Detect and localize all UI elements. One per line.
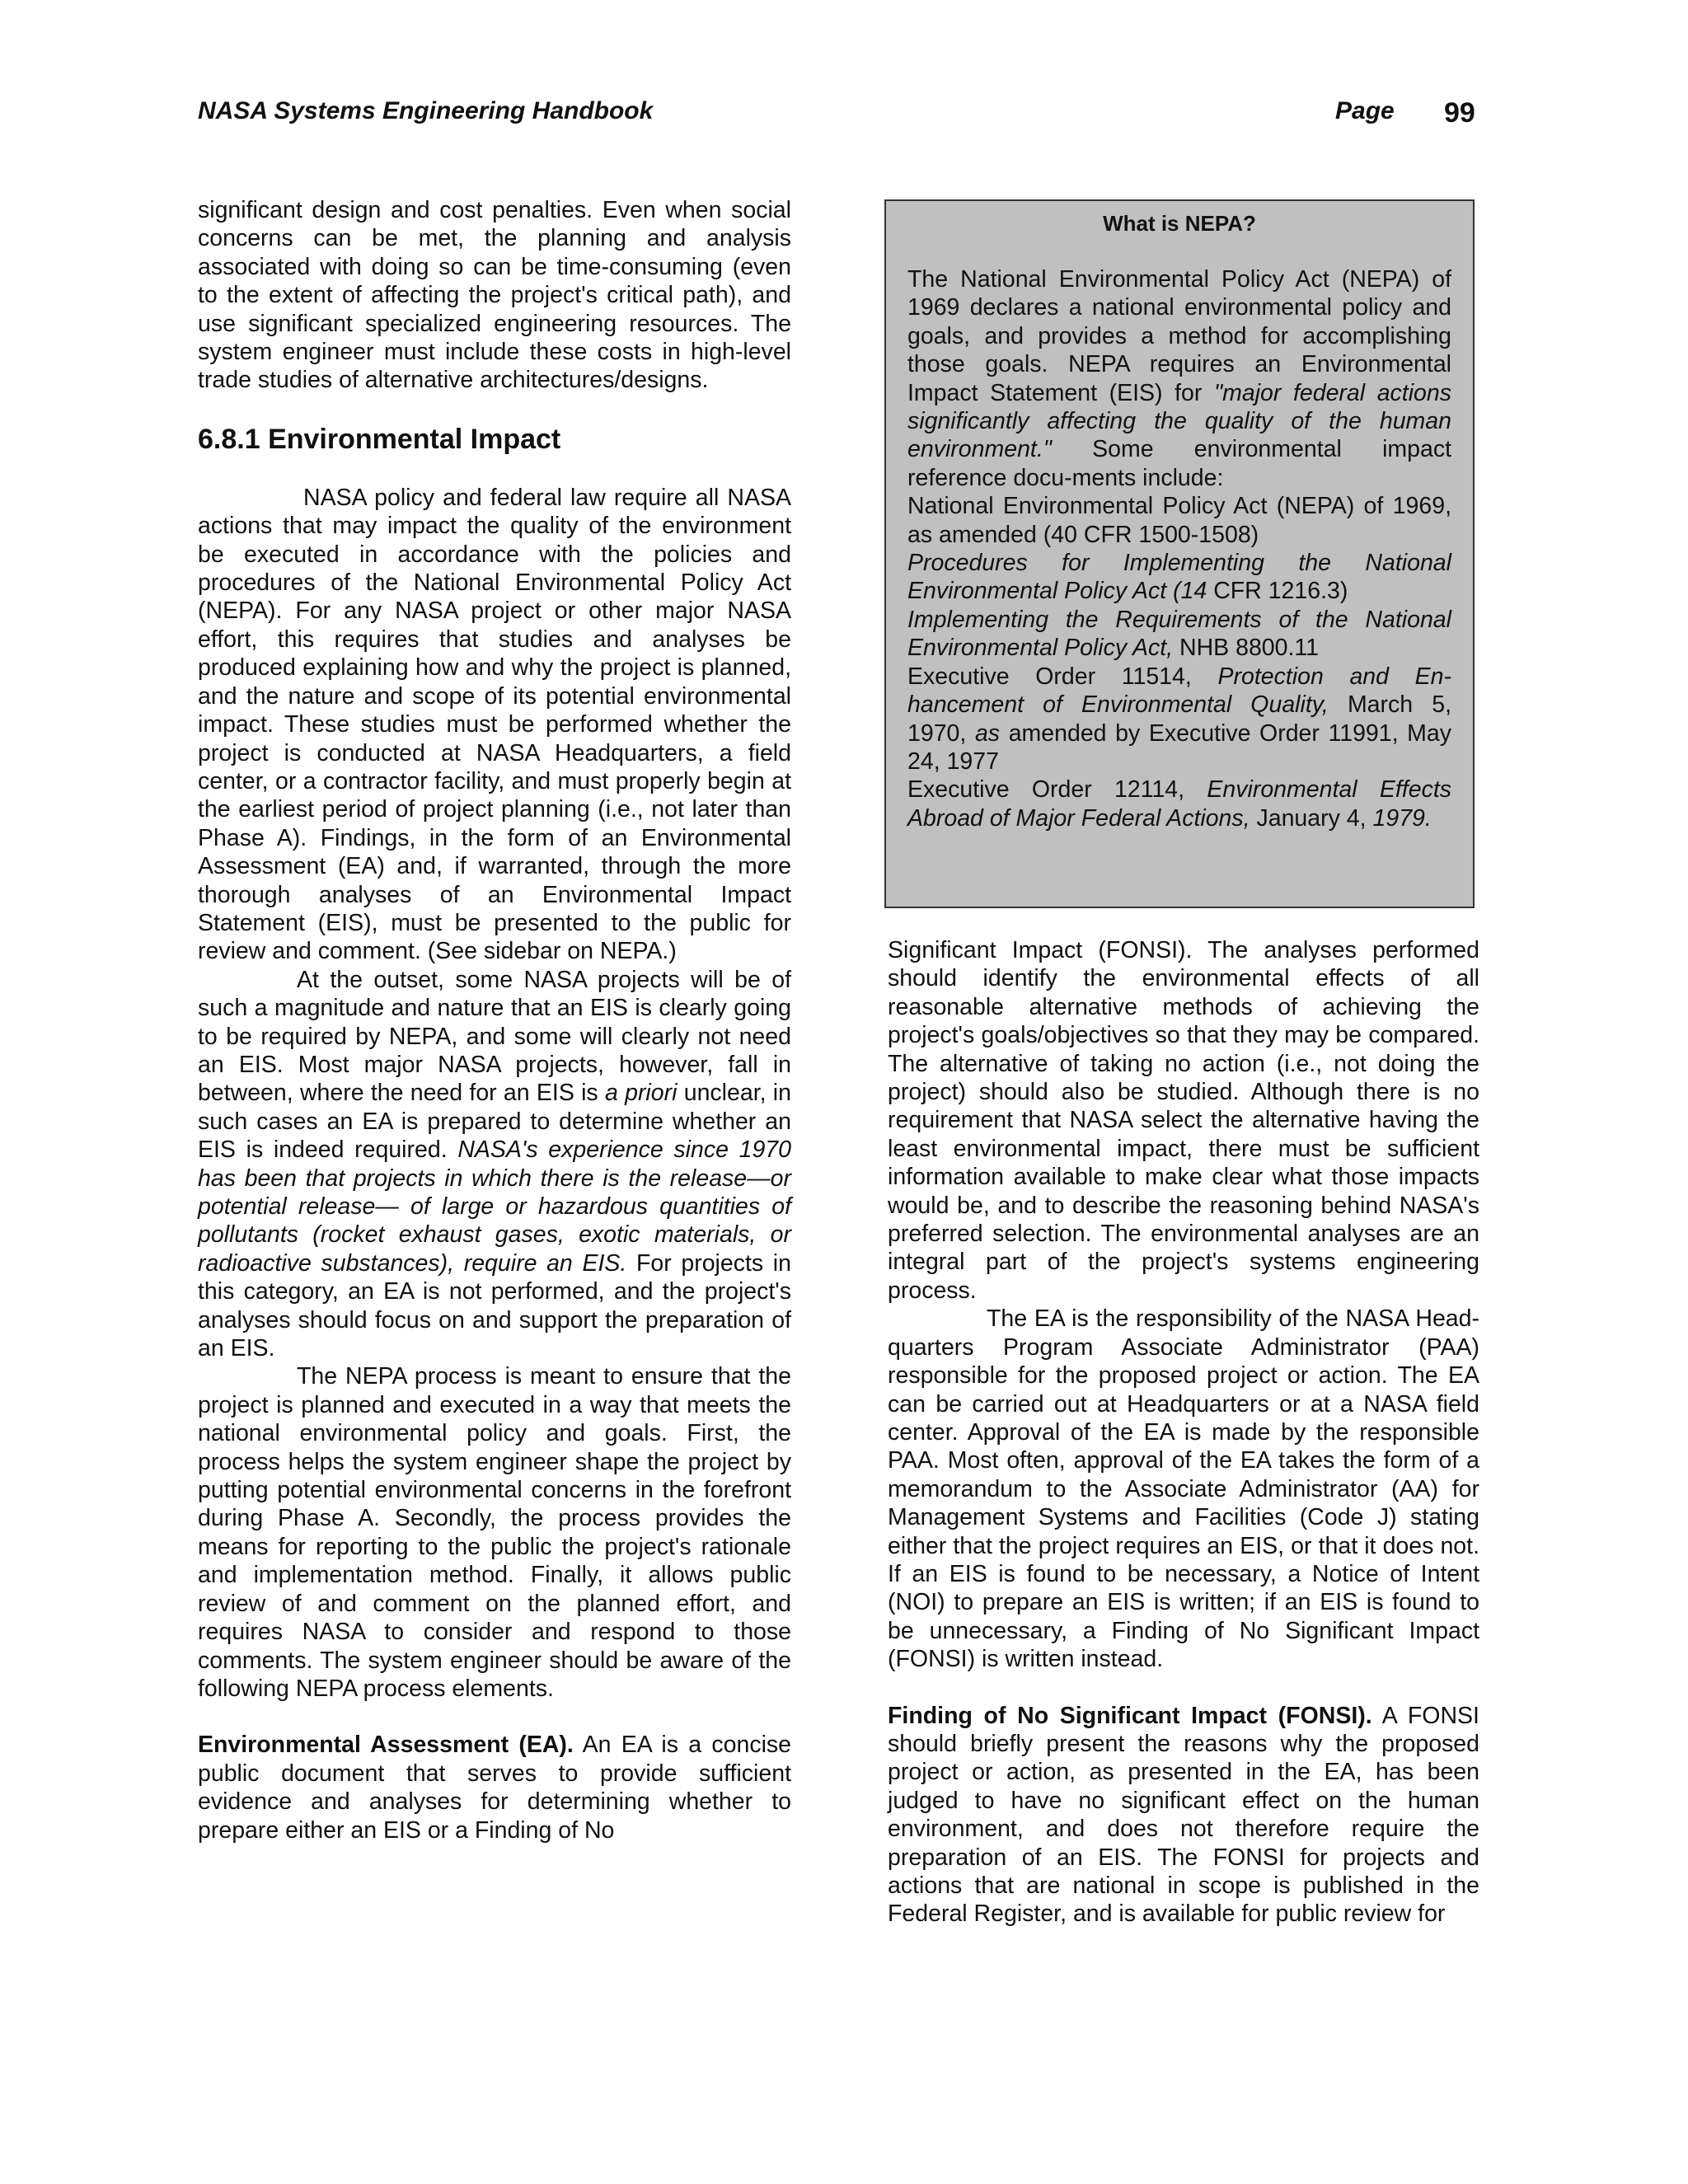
page-number: 99 xyxy=(1444,97,1475,129)
reference-item xyxy=(907,606,1451,663)
section-heading: 6.8.1 Environmental Impact xyxy=(198,423,561,455)
right-column xyxy=(888,936,1479,1929)
reference-title: Procedures for Implementing the National Environmental Policy Act (14 xyxy=(907,550,1451,605)
sidebar-intro xyxy=(907,265,1451,492)
fonsi-text: A FONSI should briefly present the reasons why the proposed project or action, as presented in the EA, has been judged to have no significant effect on the human environment, and does not therefore require the preparation of an EIS. The FONSI for projects and actions that are national in scope is published in the Federal Register, and is available for public review for xyxy=(888,1702,1479,1928)
reference-order: Executive Order 12114, xyxy=(907,776,1185,804)
reference-date: March 5, 1970, xyxy=(907,691,1452,747)
reference-citation: CFR 1216.3) xyxy=(1213,578,1348,605)
reference-title: Protection and En-hancement of Environmental Quality, xyxy=(907,663,1452,719)
policy-paragraph: NASA policy and federal law require all NASA actions that may impact the quality of the environment be executed in accordance with the policies and procedures of the National Environmental Policy Act (NEPA). For any NASA project or other major NASA effort, this requires that studies and analyses be produced explaining how and why the project is planned, and the nature and scope of its potential environmental impact. These studies must be performed whether the project is conducted at NASA Headquarters, a field center, or a contractor facility, and must properly begin at the earliest period of project planning (i.e., not later than Phase A). Findings, in the form of an Environmental Assessment (EA) and, if warranted, through the more thorough analyses of an Environmental Impact Statement (EIS), must be presented to the public for review and comment. (See sidebar on NEPA.) xyxy=(198,484,791,965)
reference-order: Executive Order 11514, xyxy=(907,663,1192,690)
reference-year: 1979. xyxy=(1372,804,1432,832)
sidebar-intro-end: Some environmental impact reference docu-ments include: xyxy=(907,436,1452,491)
ea-responsibility-paragraph: The EA is the responsibility of the NASA Head-quarters Program Associate Administrator (PAA) responsible for the proposed project or action. The EA can be carried out at Headquarters or at a NASA field center. Approval of the EA is made by the responsible PAA. Most often, approval of the EA takes the form of a memorandum to the Associate Administrator (AA) for Management Systems and Facilities (Code J) stating either that the project requires an EIS, or that it does not. If an EIS is found to be necessary, a Notice of Intent (NOI) to prepare an EIS is written; if an EIS is found to be unnecessary, a Finding of No Significant Impact (FONSI) is written instead. xyxy=(888,1305,1479,1673)
ea-term: Environmental Assessment (EA). xyxy=(198,1732,574,1759)
sidebar-title: What is NEPA? xyxy=(1103,211,1256,236)
reference-item xyxy=(907,549,1451,606)
nepa-process-paragraph: The NEPA process is meant to ensure that the project is planned and executed in a way that meets the national environmental policy and goals. First, the process helps the system engineer shape the project by putting potential environmental concerns in the forefront during Phase A. Secondly, the process provides the means for reporting to the public the project's rationale and implementation method. Finally, it allows public review of and comment on the planned effort, and requires NASA to consider and respond to those comments. The system engineer should be aware of the following NEPA process elements. xyxy=(198,1363,791,1702)
outset-text-c: unclear, in such cases an EA is prepared to determine whether an EIS is indeed required. xyxy=(198,1080,791,1164)
page-label: Page xyxy=(1335,97,1395,124)
reference-title: Implementing the Requirements of the National Environmental Policy Act, xyxy=(907,606,1451,662)
outset-text-e: For projects in this category, an EA is not performed, and the project's analyses should focus on and support the preparation of an EIS. xyxy=(198,1249,791,1362)
reference-citation: NHB 8800.11 xyxy=(1179,635,1319,662)
reference-amendment: amended by Executive Order 11991, May 24, 1977 xyxy=(907,719,1452,775)
fonsi-term: Finding of No Significant Impact (FONSI). xyxy=(888,1702,1372,1729)
sidebar-intro-text: The National Environmental Policy Act (NEPA) of 1969 declares a national environmental policy and goals, and provides a method for accomplishing those goals. NEPA requires an Environmental Impact Statement (EIS) for xyxy=(907,266,1451,406)
handbook-title: NASA Systems Engineering Handbook xyxy=(198,97,654,124)
reference-item xyxy=(907,663,1451,776)
sidebar-quote: "major federal actions significantly affecting the quality of the human environment." xyxy=(907,379,1451,463)
fonsi-paragraph xyxy=(888,1702,1479,1929)
outset-text-a: At the outset, some NASA projects will be of such a magnitude and nature that an EIS is clearly going to be required by NEPA, and some will clearly not need an EIS. Most major NASA projects, however, fall in between, where the need for an EIS is xyxy=(198,966,791,1107)
reference-title: Environmental Effects Abroad of Major Federal Actions, xyxy=(907,776,1451,832)
intro-paragraph: significant design and cost penalties. Even when social concerns can be met, the planning and analysis associated with doing so can be time-consuming (even to the extent of affecting the project's critical path), and use significant specialized engineering resources. The system engineer must include these costs in high-level trade studies of alternative architectures/designs. xyxy=(198,197,791,394)
ea-paragraph xyxy=(198,1731,791,1844)
ea-text: An EA is a concise public document that serves to provide sufficient evidence and analyses for determining whether to prepare either an EIS or a Finding of No xyxy=(198,1732,791,1844)
alternatives-paragraph: Significant Impact (FONSI). The analyses performed should identify the environmental effects of all reasonable alternative methods of achieving the project's goals/objectives so that they may be compared. The alternative of taking no action (i.e., not doing the project) should also be studied. Although there is no requirement that NASA select the alternative having the least environmental impact, there must be sufficient information available to make clear what those impacts would be, and to describe the reasoning behind NASA's preferred selection. The environmental analyses are an integral part of the project's systems engineering process. xyxy=(888,937,1479,1304)
nepa-sidebar xyxy=(884,199,1475,908)
outset-paragraph xyxy=(198,966,791,1363)
left-column xyxy=(198,196,791,1844)
reference-item: National Environmental Policy Act (NEPA) of 1969, as amended (40 CFR 1500-1508) xyxy=(907,493,1451,548)
reference-item xyxy=(907,776,1451,832)
reference-as: as xyxy=(974,719,1001,747)
nasa-experience-text: NASA's experience since 1970 has been that projects in which there is the release—or potential release— of large or hazardous quantities of pollutants (rocket exhaust gases, exotic materials, or radioactive substances), require an EIS. xyxy=(198,1137,792,1277)
a-priori-term: a priori xyxy=(604,1080,678,1107)
reference-date: January 4, xyxy=(1256,804,1367,832)
